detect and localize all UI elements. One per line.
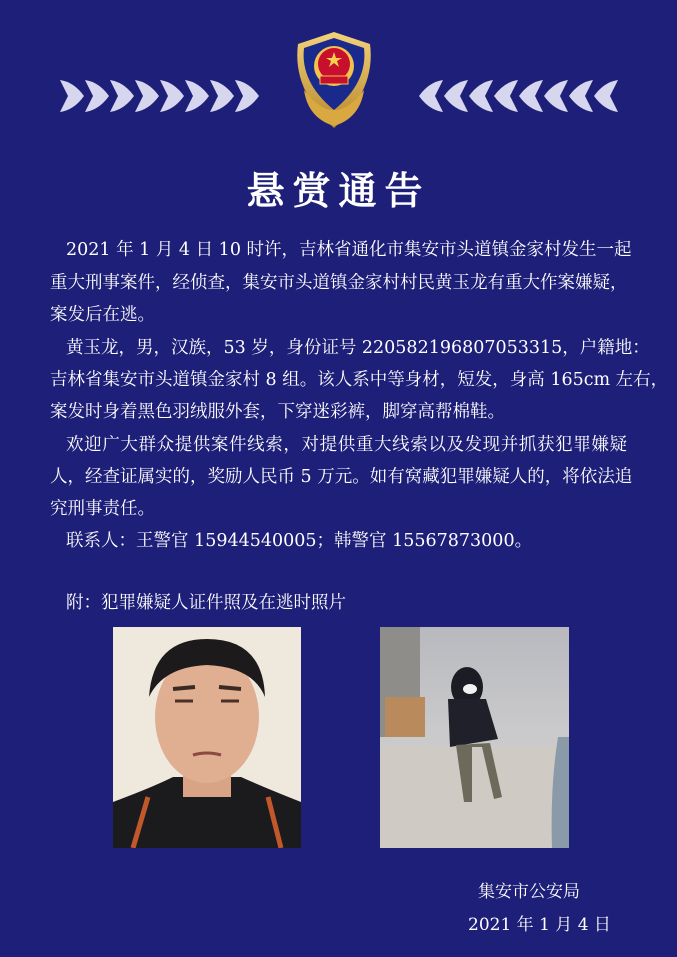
paragraph-line: 案发后在逃。 <box>50 305 155 325</box>
paragraph-line: 黄玉龙，男，汉族，53 岁，身份证号 220582196807053315，户籍地： <box>66 338 650 358</box>
paragraph-line: 吉林省集安市头道镇金家村 8 组。该人系中等身材，短发，身高 165cm 左右， <box>50 370 669 390</box>
paragraph-line: 2021 年 1 月 4 日 10 时许，吉林省通化市集安市头道镇金家村发生一起 <box>66 240 632 260</box>
suspect-surveillance-photo <box>380 627 569 848</box>
page-title: 悬赏通告 <box>246 168 431 213</box>
chevron-left-icon <box>418 78 618 114</box>
left-chevron-decoration <box>60 78 260 114</box>
paragraph-line: 重大刑事案件，经侦查，集安市头道镇金家村村民黄玉龙有重大作案嫌疑， <box>50 273 628 293</box>
chevron-right-icon <box>60 78 260 114</box>
paragraph-line: 欢迎广大群众提供案件线索，对提供重大线索以及发现并抓获犯罪嫌疑 <box>66 435 627 455</box>
attachment-note: 附：犯罪嫌疑人证件照及在逃时照片 <box>66 593 346 613</box>
paragraph-line: 究刑事责任。 <box>50 499 155 519</box>
right-chevron-decoration <box>418 78 618 114</box>
issue-date: 2021 年 1 月 4 日 <box>468 915 611 935</box>
paragraph-line: 案发时身着黑色羽绒服外套，下穿迷彩裤，脚穿高帮棉鞋。 <box>50 402 505 422</box>
police-emblem-icon <box>290 30 378 130</box>
suspect-id-photo <box>113 627 301 848</box>
issuer-name: 集安市公安局 <box>478 882 580 902</box>
contact-line: 联系人：王警官 15944540005；韩警官 15567873000。 <box>66 531 533 551</box>
paragraph-line: 人，经查证属实的，奖励人民币 5 万元。如有窝藏犯罪嫌疑人的，将依法追 <box>50 467 633 487</box>
